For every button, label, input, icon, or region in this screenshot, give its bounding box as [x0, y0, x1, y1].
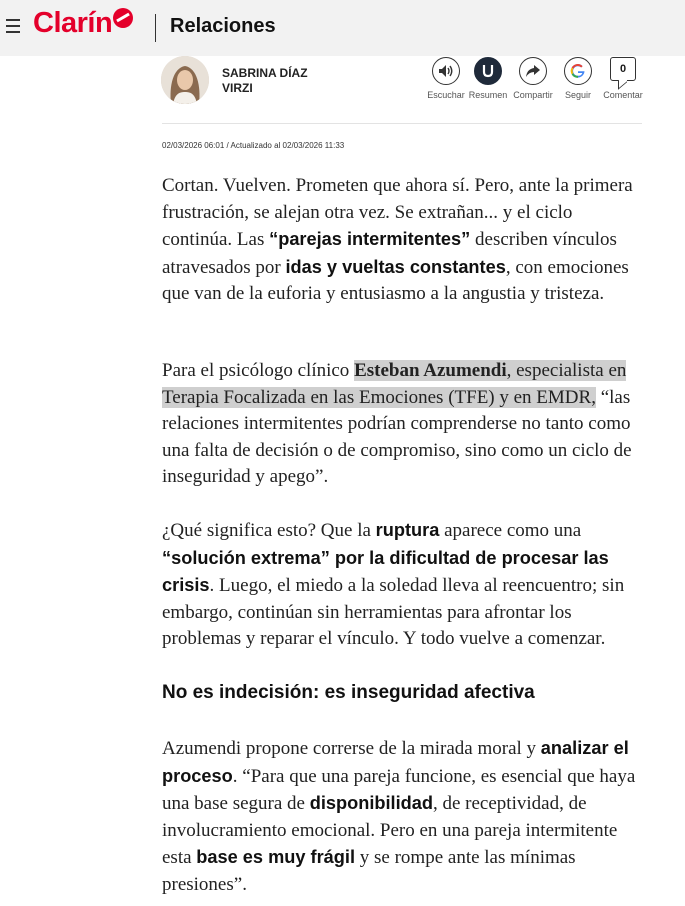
text: , con emociones que van de la euforia y entusiasmo a la angustia y tristeza.: [162, 256, 629, 305]
follow-label: Seguir: [564, 90, 591, 100]
text: ¿Qué significa esto? Que la: [162, 520, 376, 541]
text: , de receptividad, de involucramiento emocional. Pero en una pareja intermitente esta: [162, 793, 618, 869]
text: y se rompe ante las mínimas presiones”.: [162, 847, 576, 895]
text: “las relaciones intermitentes podrían comprenderse no tanto como una falta de decisión o de compromiso, sino como un ciclo de inseguridad y apego”.: [162, 386, 632, 488]
paragraph-3: [162, 517, 644, 653]
share-arrow-icon: [519, 57, 547, 85]
top-navigation-bar: [0, 0, 685, 56]
bold-text: idas y vueltas constantes: [285, 256, 506, 277]
paragraph-1: [162, 173, 644, 308]
header-divider: [155, 14, 156, 42]
paragraph-4: [162, 735, 644, 899]
summary-u-icon: [474, 57, 502, 85]
text: Cortan. Vuelven. Prometen que ahora sí. Pero, ante la primera frustración, se alejan otra vez. Se extrañan... y el ciclo continúa. Las: [162, 175, 633, 251]
text: Azumendi propone correrse de la mirada moral y: [162, 738, 541, 759]
paragraph-2: [162, 358, 644, 491]
text: aparece como una: [439, 520, 582, 541]
author-name[interactable]: SABRINA DÍAZ VIRZI: [222, 66, 308, 95]
bold-text: analizar el proceso: [162, 738, 629, 786]
bold-text: disponibilidad: [309, 793, 433, 814]
section-heading: No es indecisión: es inseguridad afectiva: [162, 682, 535, 703]
text: . Luego, el miedo a la soledad lleva al reencuentro; sin embargo, continúan sin herramientas para afrontar los problemas y reparar el vínculo. Y todo vuelve a comenzar.: [162, 575, 625, 650]
bold-text: base es muy frágil: [196, 847, 356, 868]
text: Para el psicólogo clínico: [162, 360, 355, 381]
bold-text: “parejas intermitentes”: [269, 229, 471, 250]
section-title[interactable]: Relaciones: [170, 15, 276, 37]
speaker-icon: [432, 57, 460, 85]
listen-label: Escuchar: [427, 90, 465, 100]
google-g-icon: [564, 57, 592, 85]
bold-text: “solución extrema” por la dificultad de procesar las crisis: [162, 547, 609, 596]
hamburger-menu-icon[interactable]: [6, 19, 20, 33]
text: describen vínculos atravesados por: [162, 229, 617, 278]
comment-count: 0: [619, 63, 627, 75]
summary-label: Resumen: [468, 90, 508, 100]
comment-label: Comentar: [603, 90, 643, 100]
share-label: Compartir: [513, 90, 553, 100]
publish-date: 02/03/2026 06:01 / Actualizado al 02/03/2026 11:33: [162, 141, 345, 150]
highlighted-name[interactable]: Esteban Azumendi: [354, 360, 507, 381]
comment-button[interactable]: [592, 57, 654, 100]
logo-mark-icon: [113, 8, 133, 28]
text: . “Para que una pareja funcione, es esencial que haya una base segura de: [162, 765, 636, 815]
bold-text: ruptura: [375, 520, 440, 540]
highlighted-description: , especialista en Terapia Focalizada en las Emociones (TFE) y en EMDR,: [162, 360, 627, 408]
clarin-logo[interactable]: [33, 7, 133, 40]
comment-bubble-icon: [610, 57, 636, 81]
divider: [162, 123, 642, 124]
author-avatar[interactable]: [161, 56, 209, 104]
logo-text: Clarín: [33, 7, 113, 39]
